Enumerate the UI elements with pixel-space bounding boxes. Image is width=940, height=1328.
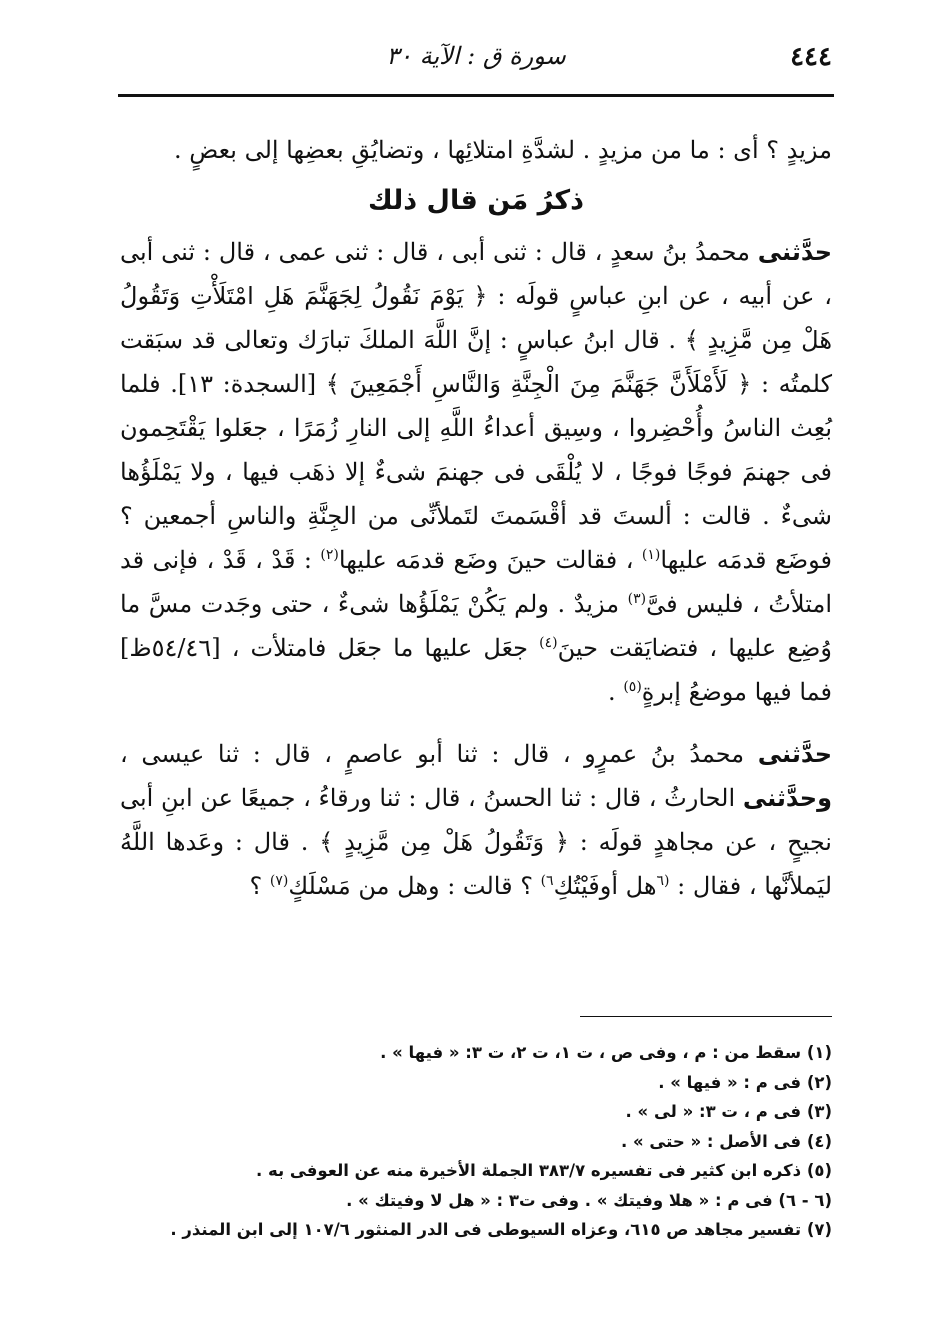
footnote-6: (٦ - ٦) فى م : « هلا وفيتك » . وفى ت٣ : « هل لا وفيتك » . <box>346 1190 832 1210</box>
narration-paragraph-1 <box>120 230 832 714</box>
section-heading: ذكرُ مَن قال ذلك <box>368 185 584 216</box>
running-title: سورة ق : الآية ٣٠ <box>386 42 566 70</box>
narration-paragraph-2 <box>120 732 832 908</box>
narration-lead: حدَّثنى <box>757 238 832 266</box>
text-run: مزيدٌ . ولم يَكُنْ يَمْلَؤُها شىءٌ ، حتى وجَدت مسَّ ما وُضِع عليها ، فتضايَقت حينَ <box>120 590 832 662</box>
narration-lead: وحدَّثنى <box>742 784 832 812</box>
text-run: الحارثُ ، قال : ثنا الحسنُ ، قال : ثنا ورقاءُ ، جميعًا عن ابنِ أبى نجيحٍ ، عن مجاهدٍ قولَه : <box>120 784 832 856</box>
main-text <box>120 128 832 908</box>
footnote-4: (٤) فى الأصل : « حتى » . <box>621 1131 832 1151</box>
quran-verse: ﴿ يَوْمَ نَقُولُ لِجَهَنَّمَ هَلِ امْتَلَأْتِ وَتَقُولُ هَلْ مِن مَّزِيدٍ ﴾ <box>120 282 832 354</box>
quran-verse: ﴿ وَتَقُولُ هَلْ مِن مَّزِيدٍ ﴾ <box>319 828 569 856</box>
text-run: . قال : وعَدها اللَّهُ ليَملأنَّها ، فقال : <box>120 828 832 900</box>
text-run: محمدُ بنُ عمرٍو ، قال : ثنا أبو عاصمٍ ، قال : ثنا عيسى ، <box>120 740 758 768</box>
opening-paragraph: مزيدٍ ؟ أى : ما من مزيدٍ . لشدَّةِ امتلائِها ، وتضايُقِ بعضِها إلى بعضٍ . <box>174 136 832 164</box>
footnote-ref: (٣) <box>627 591 647 607</box>
footnote-ref: ٦) <box>540 873 554 889</box>
narration-lead: حدَّثنى <box>757 740 832 768</box>
footnote-2: (٢) فى م : « فيها » . <box>658 1072 832 1092</box>
footnote-ref: (٧) <box>269 873 289 889</box>
text-run: محمدُ بنُ سعدٍ ، قال : ثنى أبى ، قال : ثنى عمى ، قال : ثنى أبى ، عن أبيه ، عن ابنِ عباسٍ قولَه : <box>120 238 832 310</box>
page-number: ٤٤٤ <box>790 42 832 72</box>
text-run: : قَدْ ، قَدْ ، فإنى قد امتلأتُ ، فليس فىَّ <box>120 546 833 618</box>
text-run: . <box>608 678 624 706</box>
footnote-ref: (٤) <box>539 635 558 651</box>
text-run: جعَل عليها ما جعَل فامتلأت ، [٥٤/٤٦ظ] فما فيها موضعُ إبرةٍ <box>120 634 832 706</box>
quran-verse: ﴿ لَأَمْلَأَنَّ جَهَنَّمَ مِنَ الْجِنَّةِ وَالنَّاسِ أَجْمَعِينَ ﴾ <box>325 370 752 398</box>
footnote-3: (٣) فى م ، ت ٣: « لى » . <box>625 1102 832 1121</box>
footnote-1: (١) سقط من : م ، وفى ص ، ت ١، ت ٢، ت ٣: « فيها » . <box>380 1043 832 1062</box>
footnote-ref: (١) <box>641 547 661 563</box>
footnote-7: (٧) تفسير مجاهد ص ٦١٥، وعزاه السيوطى فى الدر المنثور ١٠٧/٦ إلى ابن المنذر . <box>170 1220 832 1239</box>
text-run: ؟ <box>249 872 270 900</box>
footnote-divider <box>580 1016 832 1017</box>
text-run: هل أوفَيْتُكِ <box>553 872 657 900</box>
page-header <box>120 36 832 86</box>
header-divider <box>118 94 834 97</box>
text-run: ؟ قالت : وهل من مَسْلَكٍ <box>288 872 541 900</box>
footnotes <box>120 1038 832 1245</box>
text-run: [السجدة: ١٣]. فلما بُعِث الناسُ وأُحْضِروا ، وسِيق أعداءُ اللَّهِ إلى النارِ زُمَرًا ، جعَلوا يَقْتَحِمون فى جهنمَ فوجًا فوجًا ، لا يُلْقَى فى جهنمَ شىءٌ إلا ذهَب فيها ، ولا يَمْلَؤُها شىءٌ . قالت : ألستَ قد أقْسَمتَ لتَملأنِّى من الجِنَّةِ والناسِ أجمعين ؟ فوضَع قدمَه عليها <box>120 370 832 574</box>
text-run: . قال ابنُ عباسٍ : إنَّ اللَّهَ الملكَ تبارَك وتعالى قد سبَقت كلمتُه : <box>120 326 833 398</box>
text-run: ، فقالت حينَ وضَع قدمَه عليها <box>338 546 642 574</box>
footnote-ref: (٢) <box>320 547 339 563</box>
footnote-ref: (٦ <box>656 873 670 889</box>
footnote-5: (٥) ذكره ابن كثير فى تفسيره ٣٨٣/٧ الجملة الأخيرة منه عن العوفى به . <box>255 1161 832 1180</box>
footnote-ref: (٥) <box>623 679 642 695</box>
